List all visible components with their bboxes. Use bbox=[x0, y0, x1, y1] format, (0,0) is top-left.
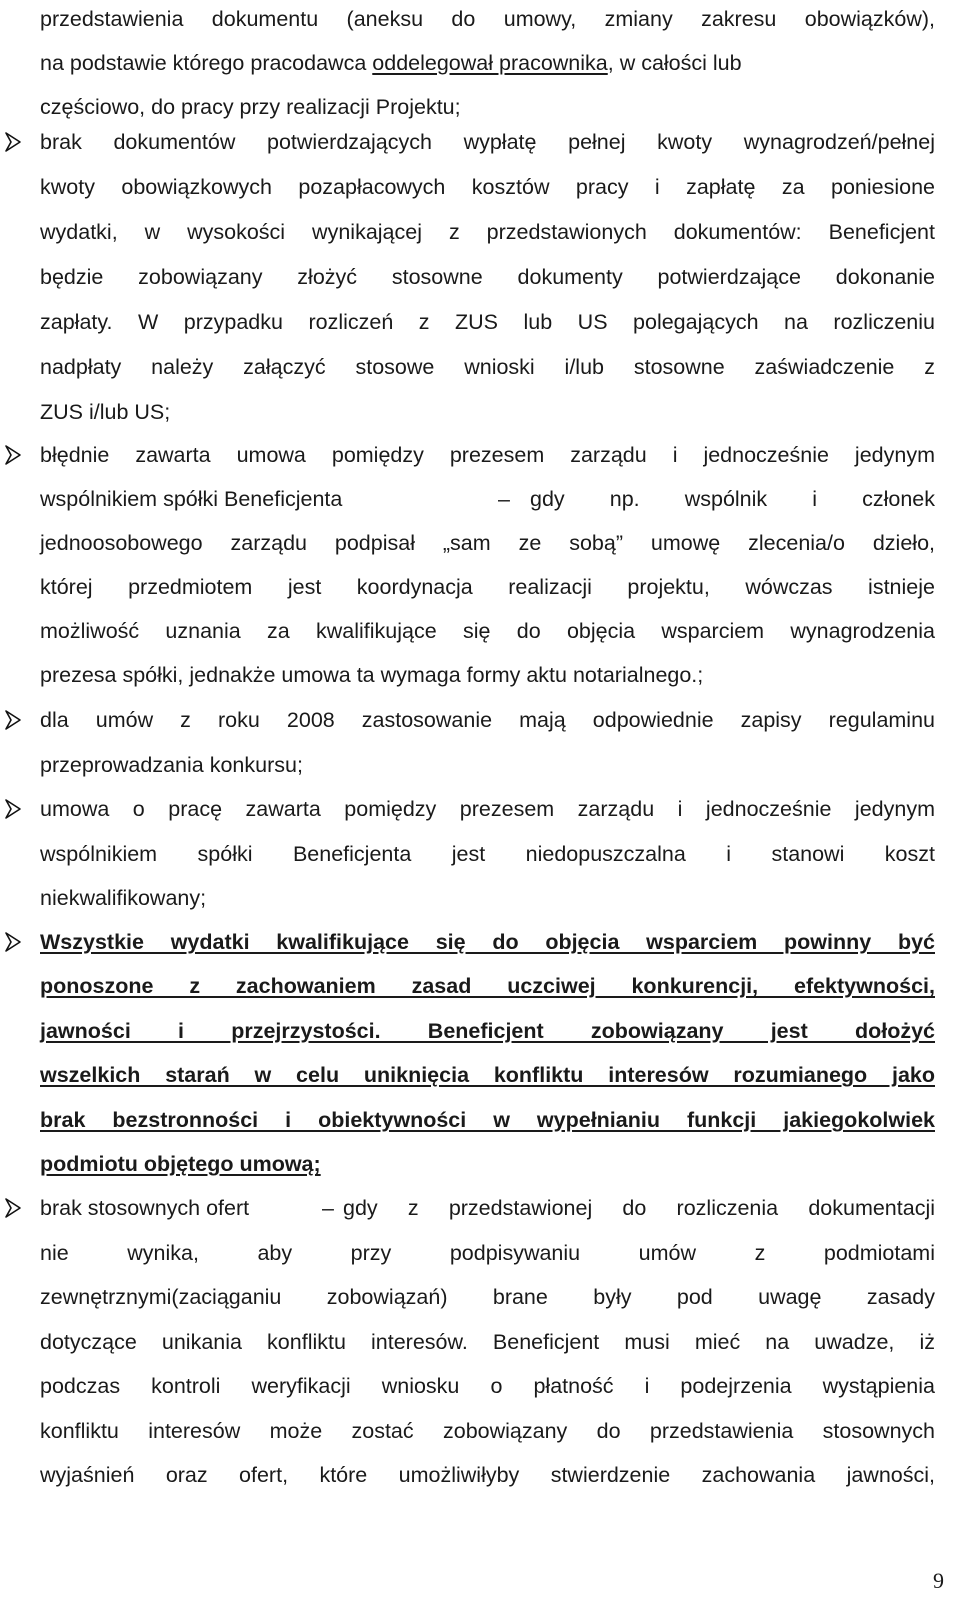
arrowhead-bullet-icon bbox=[2, 1193, 26, 1223]
text-span: , w całości lub bbox=[607, 51, 742, 75]
text-line: możliwość uznania za kwalifikujące się do objęcia wsparciem wynagrodzenia bbox=[40, 619, 935, 643]
text-line: częściowo, do pracy przy realizacji Projektu; bbox=[40, 95, 461, 119]
text-line: jednoosobowego zarządu podpisał „sam ze sobą” umowę zlecenia/o dzieło, bbox=[40, 531, 935, 555]
text-line bbox=[40, 48, 935, 78]
bold-underlined-line: podmiotu objętego umową; bbox=[40, 1152, 321, 1176]
text-line: dotyczące unikania konfliktu interesów. Beneficjent musi mieć na uwadze, iż bbox=[40, 1330, 935, 1354]
text-line: konfliktu interesów może zostać zobowiązany do przedstawienia stosownych bbox=[40, 1419, 935, 1443]
text-line: wydatki, w wysokości wynikającej z przedstawionych dokumentów: Beneficjent bbox=[40, 220, 935, 244]
text-line: prezesa spółki, jednakże umowa ta wymaga formy aktu notarialnego.; bbox=[40, 663, 704, 687]
text-line: wyjaśnień oraz ofert, które umożliwiłyby stwierdzenie zachowania jawności, bbox=[40, 1463, 935, 1487]
text-line: nadpłaty należy załączyć stosowe wnioski i/lub stosowne zaświadczenie z bbox=[40, 355, 935, 379]
text-line: dla umów z roku 2008 zastosowanie mają odpowiednie zapisy regulaminu bbox=[40, 708, 935, 732]
text-line: przedstawienia dokumentu (aneksu do umowy, zmiany zakresu obowiązków), bbox=[40, 7, 935, 31]
text-span: wspólnikiem spółki Beneficjenta bbox=[40, 487, 343, 511]
text-line: zewnętrznymi(zaciąganiu zobowiązań) brane były pod uwagę zasady bbox=[40, 1285, 935, 1309]
text-line: umowa o pracę zawarta pomiędzy prezesem zarządu i jednocześnie jedynym bbox=[40, 797, 935, 821]
arrowhead-bullet-icon bbox=[2, 127, 26, 157]
bold-underlined-line: ponoszone z zachowaniem zasad uczciwej konkurencji, efektywności, bbox=[40, 974, 935, 998]
dash: – bbox=[322, 1196, 334, 1220]
arrowhead-bullet-icon bbox=[2, 927, 26, 957]
bold-underlined-line: Wszystkie wydatki kwalifikujące się do objęcia wsparciem powinny być bbox=[40, 930, 935, 954]
text-span: na podstawie którego pracodawca bbox=[40, 51, 367, 75]
text-line: błędnie zawarta umowa pomiędzy prezesem zarządu i jednocześnie jedynym bbox=[40, 443, 935, 467]
text-line: zapłaty. W przypadku rozliczeń z ZUS lub US polegających na rozliczeniu bbox=[40, 310, 935, 334]
page-number: 9 bbox=[933, 1568, 944, 1593]
text-span: brak stosownych ofert bbox=[40, 1196, 250, 1220]
text-span: gdy np. wspólnik i członek bbox=[530, 487, 935, 511]
text-line: nie wynika, aby przy podpisywaniu umów z podmiotami bbox=[40, 1241, 935, 1265]
arrowhead-bullet-icon bbox=[2, 794, 26, 824]
text-line: ZUS i/lub US; bbox=[40, 400, 171, 424]
text-line: której przedmiotem jest koordynacja realizacji projektu, wówczas istnieje bbox=[40, 575, 935, 599]
text-line: wspólnikiem spółki Beneficjenta jest niedopuszczalna i stanowi koszt bbox=[40, 842, 935, 866]
bold-underlined-line: jawności i przejrzystości. Beneficjent zobowiązany jest dołożyć bbox=[40, 1019, 935, 1043]
dash: – bbox=[498, 487, 510, 511]
arrowhead-bullet-icon bbox=[2, 440, 26, 470]
text-line: podczas kontroli weryfikacji wniosku o płatność i podejrzenia wystąpienia bbox=[40, 1374, 935, 1398]
arrowhead-bullet-icon bbox=[2, 705, 26, 735]
text-span: gdy z przedstawionej do rozliczenia dokumentacji bbox=[343, 1196, 935, 1220]
bold-underlined-line: wszelkich starań w celu uniknięcia konfliktu interesów rozumianego jako bbox=[40, 1063, 935, 1087]
text-line: brak dokumentów potwierdzających wypłatę pełnej kwoty wynagrodzeń/pełnej bbox=[40, 130, 935, 154]
underlined-text: oddelegował pracownika bbox=[372, 51, 608, 75]
text-line: będzie zobowiązany złożyć stosowne dokumenty potwierdzające dokonanie bbox=[40, 265, 935, 289]
text-line: kwoty obowiązkowych pozapłacowych kosztów pracy i zapłatę za poniesione bbox=[40, 175, 935, 199]
bold-underlined-line: brak bezstronności i obiektywności w wypełnianiu funkcji jakiegokolwiek bbox=[40, 1108, 935, 1132]
text-line: niekwalifikowany; bbox=[40, 886, 207, 910]
text-line: przeprowadzania konkursu; bbox=[40, 753, 303, 777]
